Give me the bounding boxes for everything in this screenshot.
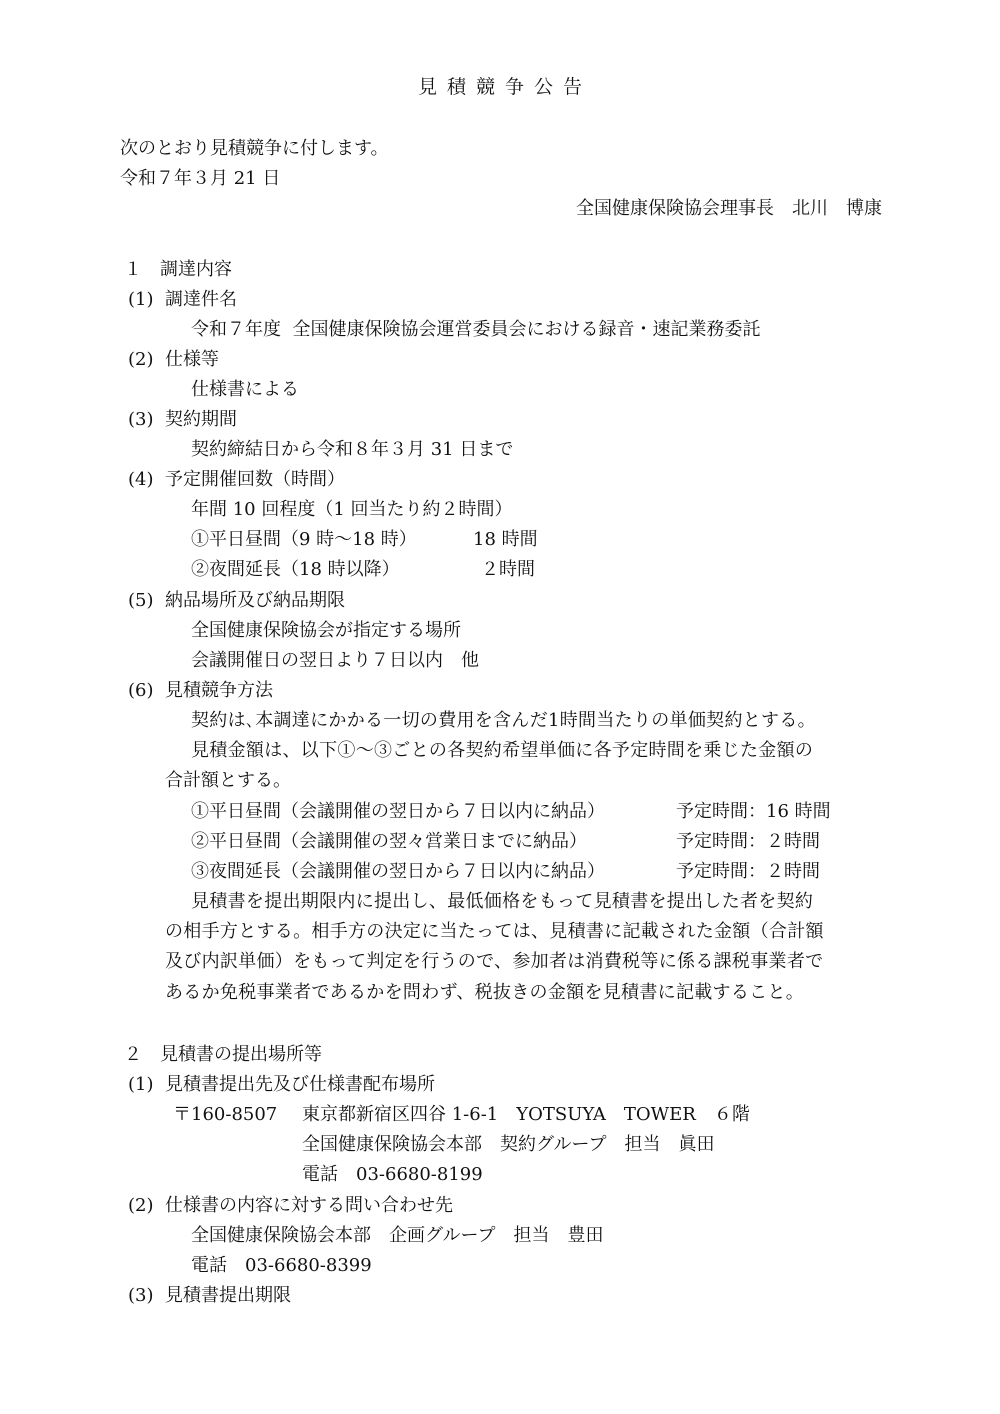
issue-date: 令和７年３月 21 日 bbox=[120, 168, 281, 189]
s1-item6-row1-name: ①平日昼間（会議開催の翌日から７日以内に納品） bbox=[191, 801, 605, 822]
s1-item4-text: 年間 10 回程度（1 回当たり約２時間） bbox=[191, 499, 513, 520]
intro-text: 次のとおり見積競争に付します。 bbox=[120, 138, 389, 159]
s1-item6-para3-line1: 見積書を提出期限内に提出し、最低価格をもって見積書を提出した者を契約 bbox=[191, 891, 814, 912]
s1-item6-para2-line2: 合計額とする。 bbox=[165, 770, 291, 791]
s1-item6-para3-line4: あるか免税事業者であるかを問わず、税抜きの金額を見積書に記載すること。 bbox=[165, 982, 805, 1003]
s1-item6-row2-name: ②平日昼間（会議開催の翌々営業日までに納品） bbox=[191, 831, 587, 852]
s2-postal-code: 〒160-8507 bbox=[173, 1104, 278, 1125]
s1-item6-row3-name: ③夜間延長（会議開催の翌日から７日以内に納品） bbox=[191, 861, 605, 882]
s1-item3-text: 契約締結日から令和８年３月 31 日まで bbox=[191, 439, 514, 460]
s1-item2-text: 仕様書による bbox=[191, 379, 299, 400]
s2-item1-label: (1) 見積書提出先及び仕様書配布場所 bbox=[128, 1074, 435, 1095]
s1-item2-label: (2) 仕様等 bbox=[128, 349, 219, 370]
s2-contact: 全国健康保険協会本部 企画グループ 担当 豊田 bbox=[191, 1225, 604, 1246]
s2-item2-label: (2) 仕様書の内容に対する問い合わせ先 bbox=[128, 1195, 453, 1216]
s1-item4-row1-hours: 18 時間 bbox=[473, 529, 538, 550]
s1-item4-row2-hours: ２時間 bbox=[481, 559, 535, 580]
s1-item6-para3-line2: の相手方とする。相手方の決定に当たっては、見積書に記載された金額（合計額 bbox=[165, 921, 824, 942]
s1-item6-para2-line1: 見積金額は、以下①～③ごとの各契約希望単価に各予定時間を乗じた金額の bbox=[191, 740, 814, 761]
section1-heading: １ 調達内容 bbox=[124, 259, 232, 280]
s2-office: 全国健康保険協会本部 契約グループ 担当 眞田 bbox=[302, 1134, 715, 1155]
s2-item3-label: (3) 見積書提出期限 bbox=[128, 1285, 291, 1306]
s1-item6-row3-time: 予定時間：２時間 bbox=[676, 861, 820, 882]
section2-heading: ２ 見積書の提出場所等 bbox=[124, 1044, 322, 1065]
s1-item5-label: (5) 納品場所及び納品期限 bbox=[128, 590, 345, 611]
issuer-signature: 全国健康保険協会理事長 北川 博康 bbox=[576, 198, 882, 219]
s1-item6-para3-line3: 及び内訳単価）をもって判定を行うので、参加者は消費税等に係る課税事業者で bbox=[165, 951, 824, 972]
s1-item1-label: (1) 調達件名 bbox=[128, 289, 237, 310]
s2-phone2: 電話 03-6680-8399 bbox=[191, 1255, 372, 1276]
s1-item3-label: (3) 契約期間 bbox=[128, 409, 237, 430]
s1-item6-para1: 契約は､本調達にかかる一切の費用を含んだ1時間当たりの単価契約とする。 bbox=[191, 710, 816, 731]
s1-item4-row2-name: ②夜間延長（18 時以降） bbox=[191, 559, 400, 580]
s1-item4-row1-name: ①平日昼間（9 時～18 時） bbox=[191, 529, 417, 550]
s2-phone1: 電話 03-6680-8199 bbox=[302, 1164, 483, 1185]
s2-address: 東京都新宿区四谷 1-6-1 YOTSUYA TOWER ６階 bbox=[302, 1104, 750, 1125]
s1-item4-label: (4) 予定開催回数（時間） bbox=[128, 469, 345, 490]
s1-item5-line2: 会議開催日の翌日より７日以内 他 bbox=[191, 650, 479, 671]
s1-item6-label: (6) 見積競争方法 bbox=[128, 680, 273, 701]
s1-item6-row1-time: 予定時間：16 時間 bbox=[676, 801, 831, 822]
s1-item6-row2-time: 予定時間：２時間 bbox=[676, 831, 820, 852]
s1-item5-line1: 全国健康保険協会が指定する場所 bbox=[191, 620, 461, 641]
document-title: 見積競争公告 bbox=[418, 76, 593, 98]
s1-item1-text: 令和７年度 全国健康保険協会運営委員会における録音・速記業務委託 bbox=[191, 319, 761, 340]
